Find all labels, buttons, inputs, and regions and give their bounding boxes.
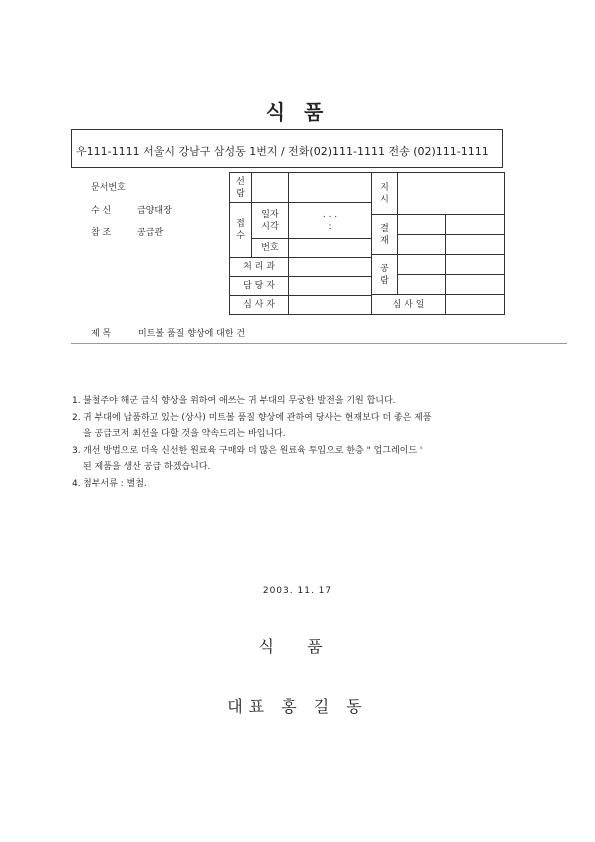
gongram-cell: 공 람: [372, 255, 398, 295]
subject-label: 제 목: [91, 329, 112, 339]
processing-dept-label: 처 리 과: [230, 258, 289, 277]
paragraph: 1. 불철주야 해군 급식 향상을 위하여 애쓰는 귀 부대의 무궁한 발전을 기원 합니다.: [72, 396, 396, 406]
reviewer-label: 심 사 자: [230, 296, 289, 315]
date-time-label: 일자 시각: [252, 203, 289, 239]
date-time-value: . . . :: [289, 203, 372, 239]
paragraph: 3. 개선 방법으로 더욱 신선한 원료육 구매와 더 많은 원료육 투입으로 한층 " 업그레이드 ' 된 제품을 생산 공급 하겠습니다.: [72, 445, 423, 472]
subject-value: 미트볼 품질 향상에 대한 건: [138, 329, 246, 339]
document-date: 2003. 11. 17: [262, 586, 333, 596]
approval-grid: [371, 172, 505, 315]
body-paragraphs: [72, 393, 432, 492]
representative-name: 대표 홍 길 동: [227, 697, 368, 716]
doc-number-label: 문서번호: [91, 183, 126, 193]
reference-value: 공급관: [137, 228, 164, 238]
review-date-label: 심 사 일: [372, 295, 446, 315]
approval-cell: 결 재: [372, 215, 398, 255]
company-name: 식 품: [258, 637, 337, 656]
divider: [71, 343, 567, 344]
paragraph: 2. 귀 부대에 납품하고 있는 (상사) 미트볼 품질 향상에 관하여 당사는 현재보다 더 좋은 제품을 공급코저 최선을 다할 것을 약속드리는 바입니다.: [72, 412, 432, 439]
paragraph: 4. 첨부서류 : 별첨.: [72, 478, 147, 489]
reference-label: 참 조: [91, 228, 112, 238]
seon-ram-cell: 선 람: [230, 173, 252, 203]
recipient-value: 급양대장: [137, 206, 172, 216]
receipt-grid: [229, 172, 372, 315]
instruction-cell: 지 시: [372, 173, 398, 215]
number-label: 번호: [252, 239, 289, 258]
document-title: 식 품: [265, 100, 330, 124]
person-in-charge-label: 담 당 자: [230, 277, 289, 296]
address-line: 우111-1111 서울시 강남구 삼성동 1번지 / 전화(02)111-1111 전송 (02)111-1111: [76, 145, 489, 158]
jeob-su-cell: 접 수: [230, 203, 252, 258]
recipient-label: 수 신: [91, 206, 112, 216]
